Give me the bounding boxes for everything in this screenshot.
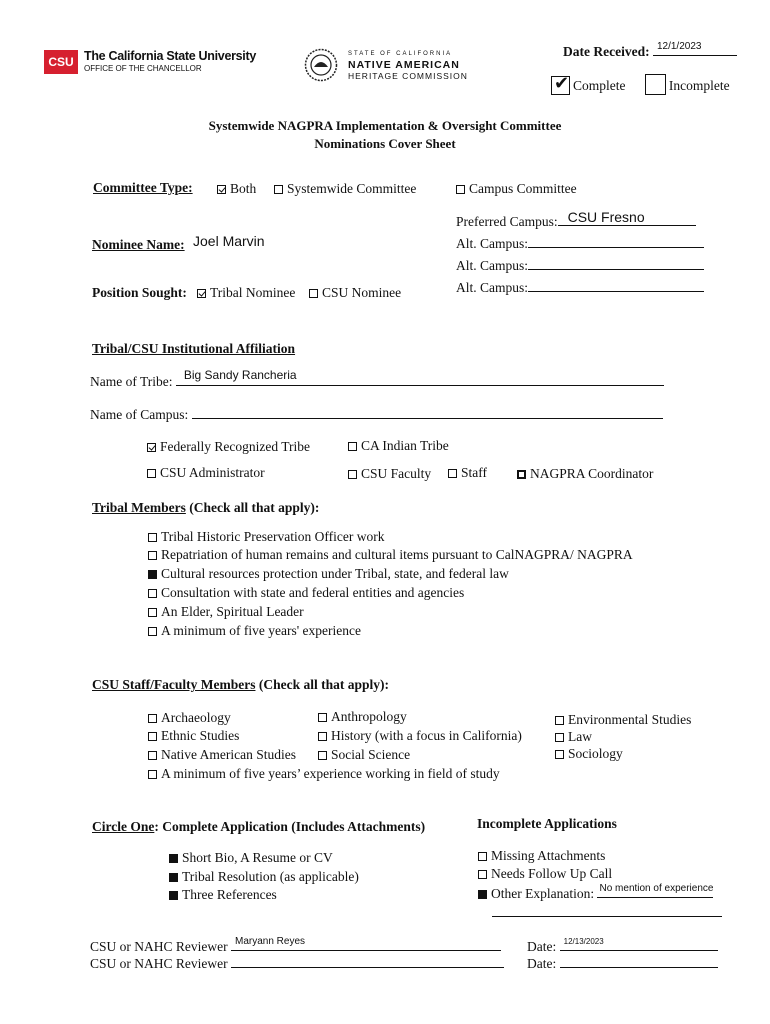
faculty-checkbox[interactable] <box>348 470 357 479</box>
field-archaeology[interactable] <box>148 710 231 726</box>
history-checkbox[interactable] <box>318 732 327 741</box>
name-of-campus <box>90 406 663 423</box>
incomplete-checkbox[interactable] <box>645 74 666 95</box>
tribal-item-label: Cultural resources protection under Tribal, state, and federal law <box>161 566 509 581</box>
date-received-field[interactable] <box>653 43 737 56</box>
incomplete-other[interactable] <box>478 885 713 902</box>
incomplete-followup[interactable] <box>478 866 612 882</box>
alt-campus-3-label: Alt. Campus: <box>456 280 529 295</box>
missing-checkbox[interactable] <box>478 852 487 861</box>
bio-checkbox[interactable] <box>169 854 178 863</box>
social-checkbox[interactable] <box>318 751 327 760</box>
nahc-seal-icon <box>304 48 338 82</box>
tribe-label: Name of Tribe: <box>90 374 173 389</box>
tribal-item-checkbox[interactable] <box>148 533 157 542</box>
archaeology-label: Archaeology <box>161 710 231 725</box>
law-label: Law <box>568 729 592 744</box>
tribal-members-heading-rest: (Check all that apply): <box>185 500 320 515</box>
committee-both[interactable] <box>217 181 256 197</box>
aff-federally[interactable] <box>147 439 310 455</box>
alt-campus-2-field[interactable] <box>528 257 704 270</box>
federally-label: Federally Recognized Tribe <box>160 439 310 454</box>
experience-checkbox[interactable] <box>148 770 157 779</box>
native-checkbox[interactable] <box>148 751 157 760</box>
followup-label: Needs Follow Up Call <box>491 866 613 881</box>
form-title <box>0 118 770 152</box>
reviewer-2-field[interactable] <box>231 955 504 968</box>
tribal-members-heading <box>92 500 319 516</box>
preferred-campus-value: CSU Fresno <box>567 209 645 225</box>
reviewer-1-label: CSU or NAHC Reviewer <box>90 939 228 954</box>
field-history[interactable] <box>318 728 522 744</box>
aff-faculty[interactable] <box>348 466 431 482</box>
nagpra-checkbox[interactable] <box>517 470 526 479</box>
field-experience[interactable] <box>148 766 500 782</box>
anthropology-label: Anthropology <box>331 709 407 724</box>
title-line1: Systemwide NAGPRA Implementation & Oversight Committee <box>208 118 562 133</box>
reviewer-2 <box>90 955 504 972</box>
campus-committee-checkbox[interactable] <box>456 185 465 194</box>
incomplete-missing[interactable] <box>478 848 605 864</box>
followup-checkbox[interactable] <box>478 870 487 879</box>
reviewer-1 <box>90 938 501 955</box>
admin-label: CSU Administrator <box>160 465 265 480</box>
field-native[interactable] <box>148 747 296 763</box>
csu-nominee-label: CSU Nominee <box>322 285 402 300</box>
nahc-line1: NATIVE AMERICAN <box>348 59 460 71</box>
tribal-nominee-label: Tribal Nominee <box>210 285 296 300</box>
position-sought-label: Position Sought: <box>92 285 187 300</box>
title-line2: Nominations Cover Sheet <box>314 136 456 151</box>
alt-campus-2 <box>456 257 704 274</box>
csu-office: OFFICE OF THE CHANCELLOR <box>84 64 202 73</box>
reviewer-1-value: Maryann Reyes <box>235 936 306 947</box>
complete-checkbox[interactable] <box>551 73 570 95</box>
experience-label: A minimum of five years’ experience working in field of study <box>161 766 500 781</box>
position-tribal[interactable] <box>197 285 295 301</box>
complete-resolution[interactable] <box>169 869 359 885</box>
campus-committee-label: Campus Committee <box>469 181 577 196</box>
references-checkbox[interactable] <box>169 891 178 900</box>
environmental-checkbox[interactable] <box>555 716 564 725</box>
tribal-item-label: Consultation with state and federal entities and agencies <box>161 585 465 600</box>
nominee-name-value[interactable]: Joel Marvin <box>193 233 265 249</box>
tribal-item-label: Repatriation of human remains and cultural items pursuant to CalNAGPRA/ NAGPRA <box>161 547 633 562</box>
field-environmental[interactable] <box>555 712 691 728</box>
circle-one-heading-rest: : Complete Application (Includes Attachments) <box>154 819 426 834</box>
ca-tribe-checkbox[interactable] <box>348 442 357 451</box>
tribal-nominee-checkbox[interactable] <box>197 289 206 298</box>
both-checkbox[interactable] <box>217 185 226 194</box>
review-date-1-label: Date: <box>527 939 557 954</box>
other-checkbox[interactable] <box>478 890 487 899</box>
tribal-item-3[interactable] <box>148 585 464 601</box>
anthropology-checkbox[interactable] <box>318 713 327 722</box>
review-date-1-value: 12/13/2023 <box>563 937 604 946</box>
other-explanation-line2[interactable] <box>492 904 722 917</box>
checkmark-icon: ✔ <box>554 73 570 94</box>
nahc-line2: HERITAGE COMMISSION <box>348 71 468 81</box>
csu-members-heading-ul: CSU Staff/Faculty Members <box>92 677 256 692</box>
date-received <box>563 43 737 60</box>
alt-campus-1 <box>456 235 704 252</box>
field-anthropology[interactable] <box>318 709 407 725</box>
tribal-members-heading-ul: Tribal Members <box>92 500 186 515</box>
preferred-campus-field[interactable] <box>558 209 696 226</box>
aff-admin[interactable] <box>147 465 265 481</box>
tribal-item-0[interactable] <box>148 529 384 545</box>
field-law[interactable] <box>555 729 592 745</box>
complete-bio[interactable] <box>169 850 333 866</box>
tribal-item-checkbox[interactable] <box>148 570 157 579</box>
faculty-label: CSU Faculty <box>361 466 432 481</box>
archaeology-checkbox[interactable] <box>148 714 157 723</box>
nominee-name-label: Nominee Name: <box>92 237 185 252</box>
aff-ca-tribe[interactable] <box>348 438 449 454</box>
alt-campus-1-field[interactable] <box>528 235 704 248</box>
tribal-item-label: An Elder, Spiritual Leader <box>161 604 304 619</box>
date-received-value: 12/1/2023 <box>656 41 702 52</box>
law-checkbox[interactable] <box>555 733 564 742</box>
admin-checkbox[interactable] <box>147 469 156 478</box>
reviewer-1-field[interactable] <box>231 938 501 951</box>
complete-references[interactable] <box>169 887 277 903</box>
systemwide-label: Systemwide Committee <box>287 181 417 196</box>
review-date-2 <box>527 955 718 972</box>
ethnic-checkbox[interactable] <box>148 732 157 741</box>
tribal-item-label: Tribal Historic Preservation Officer work <box>161 529 385 544</box>
csu-logo-mark: CSU <box>44 50 78 74</box>
history-label: History (with a focus in California) <box>331 728 522 743</box>
other-explanation-value: No mention of experience <box>599 883 714 894</box>
campus-name-label: Name of Campus: <box>90 407 189 422</box>
position-csu[interactable] <box>309 285 401 301</box>
alt-campus-3 <box>456 279 704 296</box>
csu-name: The California State University <box>84 49 256 63</box>
tribal-item-4[interactable] <box>148 604 304 620</box>
csu-members-heading <box>92 677 389 693</box>
alt-campus-1-label: Alt. Campus: <box>456 236 529 251</box>
incomplete-apps-heading: Incomplete Applications <box>477 816 617 831</box>
status-row <box>551 74 730 95</box>
alt-campus-2-label: Alt. Campus: <box>456 258 529 273</box>
other-label: Other Explanation: <box>491 886 595 901</box>
federally-checkbox[interactable] <box>147 443 156 452</box>
sociology-checkbox[interactable] <box>555 750 564 759</box>
tribe-field[interactable] <box>176 368 664 386</box>
sociology-label: Sociology <box>568 746 623 761</box>
complete-label: Complete <box>573 78 626 93</box>
resolution-label: Tribal Resolution (as applicable) <box>182 869 359 884</box>
environmental-label: Environmental Studies <box>568 712 692 727</box>
bio-label: Short Bio, A Resume or CV <box>182 850 333 865</box>
review-date-2-field[interactable] <box>560 955 718 968</box>
field-social[interactable] <box>318 747 410 763</box>
circle-one-heading-ul: Circle One <box>92 819 155 834</box>
preferred-campus-label: Preferred Campus: <box>456 214 558 229</box>
committee-campus[interactable] <box>456 181 577 197</box>
tribal-item-checkbox[interactable] <box>148 627 157 636</box>
staff-label: Staff <box>461 465 487 480</box>
tribal-item-checkbox[interactable] <box>148 589 157 598</box>
circle-one-heading <box>92 819 425 835</box>
field-ethnic[interactable] <box>148 728 239 744</box>
campus-name-field[interactable] <box>192 406 663 419</box>
committee-type-label: Committee Type: <box>93 180 193 195</box>
preferred-campus <box>456 209 696 230</box>
tribe-value: Big Sandy Rancheria <box>183 368 297 382</box>
ca-tribe-label: CA Indian Tribe <box>361 438 449 453</box>
csu-members-heading-rest: (Check all that apply): <box>255 677 389 692</box>
aff-staff[interactable] <box>448 465 487 481</box>
committee-systemwide[interactable] <box>274 181 416 197</box>
reviewer-2-label: CSU or NAHC Reviewer <box>90 956 228 971</box>
missing-label: Missing Attachments <box>491 848 606 863</box>
ethnic-label: Ethnic Studies <box>161 728 240 743</box>
alt-campus-3-field[interactable] <box>528 279 704 292</box>
field-sociology[interactable] <box>555 746 623 762</box>
csu-nominee-checkbox[interactable] <box>309 289 318 298</box>
review-date-1 <box>527 938 718 955</box>
tribal-item-5[interactable] <box>148 623 361 639</box>
review-date-2-label: Date: <box>527 956 557 971</box>
staff-checkbox[interactable] <box>448 469 457 478</box>
native-label: Native American Studies <box>161 747 296 762</box>
references-label: Three References <box>182 887 277 902</box>
systemwide-checkbox[interactable] <box>274 185 283 194</box>
tribal-item-1[interactable] <box>148 547 633 563</box>
tribal-item-checkbox[interactable] <box>148 551 157 560</box>
name-of-tribe <box>90 368 664 390</box>
aff-nagpra[interactable] <box>517 466 653 482</box>
other-explanation-field[interactable] <box>597 885 713 898</box>
date-received-label: Date Received: <box>563 44 650 59</box>
review-date-1-field[interactable] <box>560 938 718 951</box>
nahc-state: STATE OF CALIFORNIA <box>348 51 453 57</box>
both-label: Both <box>230 181 257 196</box>
affiliation-heading: Tribal/CSU Institutional Affiliation <box>92 341 296 356</box>
social-label: Social Science <box>331 747 411 762</box>
tribal-item-label: A minimum of five years' experience <box>161 623 361 638</box>
incomplete-label: Incomplete <box>668 78 730 93</box>
tribal-item-checkbox[interactable] <box>148 608 157 617</box>
tribal-item-2[interactable] <box>148 566 509 582</box>
nagpra-label: NAGPRA Coordinator <box>530 466 654 481</box>
resolution-checkbox[interactable] <box>169 873 178 882</box>
